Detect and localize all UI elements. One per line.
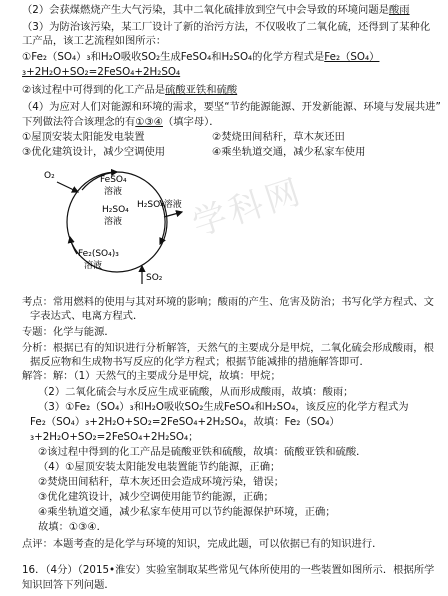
q3-line2: 工产品，该工艺流程如图所示： — [22, 35, 167, 47]
jieda-3b: Fe₂（SO₄）₃+2H₂O+SO₂=2FeSO₄+2H₂SO₄，故填：Fe₂（SO₄） — [30, 416, 340, 428]
answer-product: 硫酸亚铁和硫酸 — [165, 84, 238, 96]
jieda-4b: ②焚烧田间秸秆，草木灰还田会造成环境污染，错误； — [38, 476, 285, 488]
jieda-4e: 故填：①③④． — [38, 521, 107, 533]
answer-equation: Fe₂（SO₄） — [324, 51, 380, 63]
h2so4-out-label: H₂SO₄溶液 — [137, 200, 182, 210]
option-1: ①屋顶安装太阳能发电装置 — [22, 131, 145, 143]
jieda: 解答：解：（1）天然气的主要成分是甲烷，故填：甲烷； — [22, 370, 281, 382]
option-3: ③优化建筑设计，减少空调使用 — [22, 146, 166, 158]
process-cycle-diagram — [42, 162, 192, 292]
feso4-sol-label: 溶液 — [104, 187, 123, 197]
kaodian: 考点：常用燃料的使用与其对环境的影响；酸雨的产生、危害及防治；书写化学方程式、文 — [22, 296, 434, 308]
question-16: 16．（4分）（2015•淮安）实验室制取某些常见气体所使用的一些装置如图所示．根据所学 — [22, 564, 435, 576]
jieda-3c: ₃+2H₂O+SO₂=2FeSO₄+2H₂SO₄； — [30, 431, 199, 443]
jieda-3d: ②该过程中得到的化工产品是硫酸亚铁和硫酸，故填：硫酸亚铁和硫酸． — [38, 446, 367, 458]
q2-line: （2）会获煤燃烧产生大气污染，其中二氧化硫排放到空气中会导致的环境问题是酸雨 — [22, 4, 410, 16]
q3-sub2: ②该过程中可得到的化工产品是硫酸亚铁和硫酸 — [22, 84, 238, 96]
answer-acid-rain: 酸雨 — [388, 4, 410, 16]
h2so4-sol-label: 溶液 — [104, 217, 123, 227]
h2so4-label: H₂SO₄ — [102, 205, 129, 215]
fenxi-2: 据反应物和生成物书写反应的化学方程式；根据节能减排的措施解答即可． — [30, 356, 370, 368]
zhuanti: 专题：化学与能源． — [22, 326, 115, 338]
so2-label: SO₂ — [146, 273, 163, 283]
q4-line2: 下列做法符合该理念的有①③④（填字母）． — [22, 116, 220, 128]
jieda-2: （2）二氧化硫会与水反应生成亚硫酸，从而形成酸雨，故填：酸雨； — [38, 386, 354, 398]
question-16-2: 知识回答下列问题． — [22, 579, 115, 591]
q4-line: （4）为应对人们对能源和环境的需求，要坚“节约能源能源、开发新能源、环境与发展共进” — [22, 101, 441, 113]
option-2: ②焚烧田间秸秆，草木灰还田 — [212, 131, 345, 143]
kaodian-2: 字表达式、电离方程式． — [30, 310, 144, 322]
watermark: 学科网 — [187, 171, 309, 245]
jieda-3: （3）①Fe₂（SO₄）₃和H₂O吸收SO₂生成FeSO₄和H₂SO₄，该反应的化学方程式为 — [38, 401, 409, 413]
dianping: 点评：本题考查的是化学与环境的知识，完成此题，可以依据已有的知识进行． — [22, 538, 383, 550]
fe2so43-sol-label: 溶液 — [84, 261, 103, 271]
jieda-4d: ④乘坐轨道交通，减少私家车使用可以节约能源保护环境，正确； — [38, 506, 336, 518]
fenxi: 分析：根据已有的知识进行分析解答，天然气的主要成分是甲烷，二氧化硫会形成酸雨，根 — [22, 342, 434, 354]
option-4: ④乘坐轨道交通，减少私家车使用 — [212, 146, 366, 158]
jieda-4c: ③优化建筑设计，减少空调使用能节约能源，正确； — [38, 491, 274, 503]
fe2so43-label: Fe₂(SO₄)₃ — [78, 249, 119, 259]
feso4-label: FeSO₄ — [100, 175, 127, 185]
answer-choice: ①③④ — [135, 116, 163, 128]
jieda-4: （4）①屋顶安装太阳能发电装置能节约能源，正确； — [38, 461, 281, 473]
q3-line: （3）为防治该污染，某工厂设计了新的治污方法，不仅吸收了二氧化硫，还得到了某种化 — [22, 21, 431, 33]
o2-arrow — [57, 182, 78, 192]
q3-sub1-cont: ₃+2H₂O+SO₂=2FeSO₄+2H₂SO₄ — [22, 66, 181, 78]
q3-sub1: ①Fe₂（SO₄）₃和H₂O吸收SO₂生成FeSO₄和H₂SO₄的化学方程式是Fe₂（SO₄） — [22, 51, 380, 63]
o2-label: O₂ — [44, 171, 55, 181]
